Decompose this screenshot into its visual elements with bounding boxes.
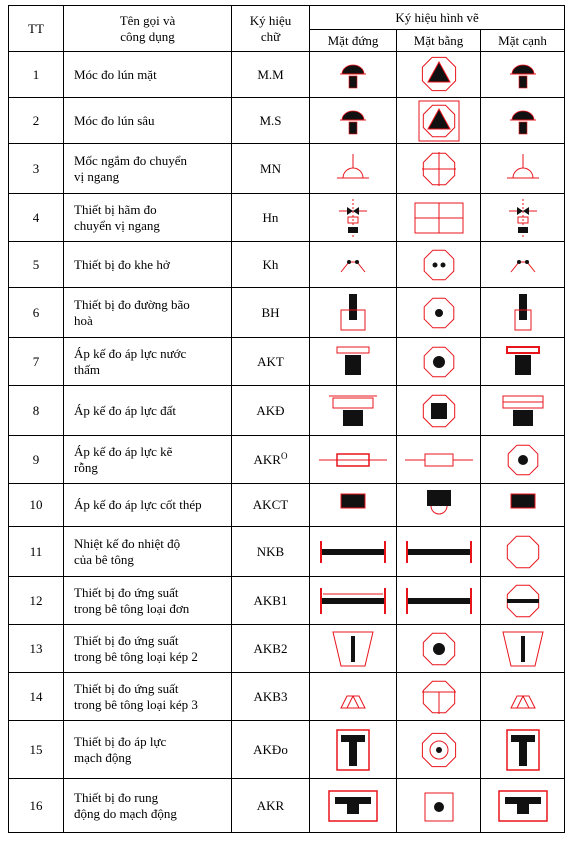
symbol-front-view — [310, 338, 397, 386]
ap-luc-nuoc-tham-plan-icon — [401, 341, 477, 383]
row-code-text: M.S — [259, 112, 282, 128]
table-row — [9, 288, 565, 338]
row-name — [64, 721, 232, 779]
row-code-text: NKB — [256, 543, 285, 559]
row-code — [232, 242, 310, 288]
symbol-front-view — [310, 194, 397, 242]
symbol-front-view — [310, 144, 397, 194]
row-name — [64, 484, 232, 527]
row-name-line: Móc đo lún mặt — [74, 66, 157, 82]
rung-mach-dong-side-icon — [485, 785, 561, 827]
table-row — [9, 625, 565, 673]
symbol-front-view — [310, 98, 397, 144]
row-number-text: 3 — [32, 160, 40, 176]
symbol-plan-view — [397, 338, 481, 386]
row-name-line: trong bê tông loại kép 3 — [74, 696, 198, 712]
symbol-plan-view — [397, 527, 481, 577]
row-code — [232, 721, 310, 779]
row-name — [64, 52, 232, 98]
symbol-side-view — [481, 577, 565, 625]
symbol-plan-view — [397, 673, 481, 721]
duong-bao-hoa-side-icon — [485, 292, 561, 334]
row-number-text: 1 — [32, 66, 40, 82]
symbol-front-view — [310, 436, 397, 484]
row-name-line: Áp kế đo áp lực nước — [74, 345, 187, 361]
ung-suat-kep-3-front-icon — [315, 676, 391, 718]
row-code-text: AKB2 — [253, 640, 288, 656]
row-code-text: BH — [261, 304, 280, 320]
row-name — [64, 144, 232, 194]
moc-ngam-plan-icon — [401, 148, 477, 190]
header-code-line1: Ký hiệu — [249, 12, 292, 28]
symbol-plan-view — [397, 577, 481, 625]
row-name-line: động do mạch động — [74, 805, 177, 821]
table-row — [9, 577, 565, 625]
khe-ho-plan-icon — [401, 244, 477, 286]
header-name-line2: công dụng — [120, 28, 175, 44]
table-row — [9, 98, 565, 144]
header-code — [232, 6, 310, 52]
symbol-side-view — [481, 98, 565, 144]
row-code — [232, 288, 310, 338]
moc-ngam-side-icon — [485, 148, 561, 190]
symbol-plan-view — [397, 779, 481, 833]
symbol-front-view — [310, 779, 397, 833]
row-number — [9, 98, 64, 144]
header-symbols — [310, 6, 565, 30]
row-number — [9, 436, 64, 484]
row-name — [64, 436, 232, 484]
row-number — [9, 288, 64, 338]
row-number — [9, 779, 64, 833]
table-row — [9, 721, 565, 779]
row-code-text: AKĐ — [256, 402, 285, 418]
row-number — [9, 484, 64, 527]
row-code — [232, 577, 310, 625]
row-number — [9, 527, 64, 577]
table-row — [9, 484, 565, 527]
symbol-side-view — [481, 386, 565, 436]
row-code-text: AKR — [253, 452, 281, 467]
ung-suat-kep-2-plan-icon — [401, 628, 477, 670]
symbol-front-view — [310, 577, 397, 625]
symbol-side-view — [481, 673, 565, 721]
row-name — [64, 673, 232, 721]
symbol-table-body — [9, 52, 565, 833]
row-name-line: Áp kế đo áp lực đất — [74, 402, 176, 418]
table-row — [9, 436, 565, 484]
header-view-front-text: Mặt đứng — [327, 32, 379, 48]
ung-suat-don-side-icon — [485, 580, 561, 622]
row-number-text: 12 — [29, 592, 43, 608]
ap-luc-nuoc-tham-front-icon — [315, 341, 391, 383]
symbol-plan-view — [397, 288, 481, 338]
symbol-table — [8, 5, 565, 833]
row-name — [64, 242, 232, 288]
table-row — [9, 673, 565, 721]
ap-luc-ke-rong-front-icon — [315, 439, 391, 481]
table-row — [9, 779, 565, 833]
row-number-text: 6 — [32, 304, 40, 320]
row-number — [9, 386, 64, 436]
row-name-line: Thiết bị đo rung — [74, 789, 159, 805]
symbol-front-view — [310, 625, 397, 673]
row-number-text: 10 — [29, 497, 43, 512]
header-symbols-text: Ký hiệu hình vẽ — [395, 9, 479, 25]
ung-suat-kep-2-side-icon — [485, 628, 561, 670]
moc-lun-sau-side-icon — [485, 100, 561, 142]
ap-luc-cot-thep-side-icon — [485, 484, 561, 526]
row-code — [232, 673, 310, 721]
header-code-line2: chữ — [260, 28, 281, 44]
row-number — [9, 721, 64, 779]
symbol-front-view — [310, 52, 397, 98]
rung-mach-dong-plan-icon — [401, 785, 477, 827]
symbol-side-view — [481, 194, 565, 242]
symbol-plan-view — [397, 436, 481, 484]
row-number — [9, 625, 64, 673]
rung-mach-dong-front-icon — [315, 785, 391, 827]
symbol-plan-view — [397, 721, 481, 779]
row-code — [232, 194, 310, 242]
symbol-side-view — [481, 288, 565, 338]
symbol-plan-view — [397, 98, 481, 144]
symbol-side-view — [481, 338, 565, 386]
ham-chuyen-vi-side-icon — [485, 197, 561, 239]
symbol-side-view — [481, 779, 565, 833]
ap-luc-nuoc-tham-side-icon — [485, 341, 561, 383]
row-name-line: Thiết bị đo áp lực — [74, 733, 167, 749]
row-number — [9, 673, 64, 721]
header-name-line1: Tên gọi và — [119, 12, 176, 28]
moc-lun-mat-front-icon — [315, 54, 391, 96]
row-code — [232, 436, 310, 484]
ap-luc-ke-rong-plan-icon — [401, 439, 477, 481]
ap-luc-dat-side-icon — [485, 390, 561, 432]
row-name-line: Áp kế đo áp lực kẽ — [74, 443, 173, 459]
header-view-plan-text: Mặt bằng — [413, 32, 464, 48]
symbol-side-view — [481, 242, 565, 288]
table-row — [9, 338, 565, 386]
row-name-line: Áp kế đo áp lực cốt thép — [74, 497, 202, 512]
row-number-text: 14 — [29, 688, 43, 704]
row-name — [64, 338, 232, 386]
row-number — [9, 194, 64, 242]
row-code — [232, 98, 310, 144]
row-name-line: Nhiệt kế đo nhiệt độ — [74, 535, 181, 551]
row-code-text: Hn — [262, 209, 279, 225]
symbol-side-view — [481, 52, 565, 98]
row-code-text: Kh — [262, 256, 279, 272]
row-name-line: vị ngang — [74, 168, 120, 184]
header-view-side — [481, 30, 565, 52]
row-name-line: chuyển vị ngang — [74, 217, 160, 233]
symbol-plan-view — [397, 625, 481, 673]
row-number-text: 7 — [32, 353, 40, 369]
duong-bao-hoa-front-icon — [315, 292, 391, 334]
symbol-front-view — [310, 288, 397, 338]
ham-chuyen-vi-plan-icon — [401, 197, 477, 239]
symbol-front-view — [310, 673, 397, 721]
nhiet-ke-side-icon — [485, 531, 561, 573]
khe-ho-side-icon — [485, 244, 561, 286]
row-number-text: 9 — [32, 451, 40, 467]
symbol-side-view — [481, 144, 565, 194]
ham-chuyen-vi-front-icon — [315, 197, 391, 239]
header-tt-text: TT — [28, 20, 44, 36]
row-number-text: 4 — [32, 209, 40, 225]
row-code — [232, 779, 310, 833]
row-number-text: 13 — [29, 640, 43, 656]
symbol-plan-view — [397, 194, 481, 242]
symbol-side-view — [481, 527, 565, 577]
row-code-text: AKCT — [252, 497, 289, 512]
row-name-line: rỗng — [74, 459, 98, 475]
ap-luc-mach-dong-plan-icon — [401, 729, 477, 771]
row-name-line: Móc đo lún sâu — [74, 112, 155, 128]
symbol-side-view — [481, 484, 565, 527]
row-code — [232, 527, 310, 577]
row-name-line: Thiết bị đo ứng suất — [74, 680, 179, 696]
row-code-text: AKĐo — [253, 741, 288, 757]
header-view-side-text: Mặt cạnh — [498, 32, 547, 48]
ap-luc-ke-rong-side-icon — [485, 439, 561, 481]
row-number-text: 11 — [29, 543, 43, 559]
symbol-front-view — [310, 242, 397, 288]
row-name — [64, 577, 232, 625]
row-number-text: 2 — [32, 112, 40, 128]
symbol-front-view — [310, 484, 397, 527]
row-name — [64, 98, 232, 144]
row-name-line: mạch động — [74, 749, 132, 765]
ung-suat-don-front-icon — [315, 580, 391, 622]
moc-lun-mat-side-icon — [485, 54, 561, 96]
header-name — [64, 6, 232, 52]
row-code-superscript: O — [280, 451, 288, 461]
row-name — [64, 386, 232, 436]
row-name — [64, 779, 232, 833]
row-name — [64, 625, 232, 673]
moc-lun-sau-front-icon — [315, 100, 391, 142]
symbol-plan-view — [397, 386, 481, 436]
row-code-text: MN — [260, 160, 281, 176]
row-name — [64, 527, 232, 577]
ung-suat-don-plan-icon — [401, 580, 477, 622]
row-number-text: 8 — [32, 402, 40, 418]
moc-ngam-front-icon — [315, 148, 391, 190]
table-row — [9, 527, 565, 577]
row-name-line: trong bê tông loại kép 2 — [74, 648, 198, 664]
ap-luc-dat-front-icon — [315, 390, 391, 432]
table-row — [9, 52, 565, 98]
header-view-front — [310, 30, 397, 52]
row-number-text: 16 — [29, 797, 43, 813]
symbol-plan-view — [397, 484, 481, 527]
row-name — [64, 194, 232, 242]
row-name-line: Thiết bị đo ứng suất — [74, 584, 179, 600]
row-code-text: M.M — [257, 66, 284, 82]
row-code — [232, 484, 310, 527]
table-row — [9, 242, 565, 288]
row-code — [232, 52, 310, 98]
ung-suat-kep-3-plan-icon — [401, 676, 477, 718]
symbol-front-view — [310, 386, 397, 436]
symbol-plan-view — [397, 52, 481, 98]
row-number-text: 15 — [29, 741, 43, 757]
row-name-line: Thiết bị đo khe hở — [74, 256, 170, 272]
header-view-plan — [397, 30, 481, 52]
row-name-line: của bê tông — [74, 551, 134, 567]
row-number — [9, 338, 64, 386]
symbol-front-view — [310, 721, 397, 779]
row-name-line: hoà — [74, 312, 93, 328]
symbol-side-view — [481, 625, 565, 673]
row-name-line: Thiết bị đo ứng suất — [74, 632, 179, 648]
row-number — [9, 144, 64, 194]
symbol-plan-view — [397, 242, 481, 288]
ung-suat-kep-2-front-icon — [315, 628, 391, 670]
ap-luc-cot-thep-front-icon — [315, 484, 391, 526]
row-name-line: trong bê tông loại đơn — [74, 600, 190, 616]
row-number — [9, 242, 64, 288]
row-name-line: Thiết bị đo đường bão — [74, 296, 190, 312]
ap-luc-dat-plan-icon — [401, 390, 477, 432]
table-row — [9, 386, 565, 436]
row-number — [9, 52, 64, 98]
row-code-text: AKB3 — [253, 688, 288, 704]
ap-luc-mach-dong-front-icon — [315, 729, 391, 771]
table-row — [9, 194, 565, 242]
symbol-front-view — [310, 527, 397, 577]
row-number-text: 5 — [32, 256, 40, 272]
row-code — [232, 386, 310, 436]
symbol-side-view — [481, 721, 565, 779]
table-row — [9, 144, 565, 194]
row-code — [232, 144, 310, 194]
header-tt — [9, 6, 64, 52]
nhiet-ke-front-icon — [315, 531, 391, 573]
row-name-line: Thiết bị hãm đo — [74, 201, 157, 217]
row-name-line: Mốc ngắm đo chuyển — [74, 152, 188, 168]
row-code-text: AKT — [257, 353, 284, 369]
khe-ho-front-icon — [315, 244, 391, 286]
row-code — [232, 625, 310, 673]
row-name-line: thấm — [74, 361, 100, 377]
row-number — [9, 577, 64, 625]
ap-luc-mach-dong-side-icon — [485, 729, 561, 771]
duong-bao-hoa-plan-icon — [401, 292, 477, 334]
row-code — [232, 338, 310, 386]
symbol-side-view — [481, 436, 565, 484]
moc-lun-mat-plan-icon — [401, 54, 477, 96]
row-name — [64, 288, 232, 338]
symbol-plan-view — [397, 144, 481, 194]
row-code-text: AKR — [256, 797, 285, 813]
moc-lun-sau-plan-icon — [401, 100, 477, 142]
nhiet-ke-plan-icon — [401, 531, 477, 573]
row-code-text: AKB1 — [253, 592, 288, 608]
ung-suat-kep-3-side-icon — [485, 676, 561, 718]
ap-luc-cot-thep-plan-icon — [401, 484, 477, 526]
